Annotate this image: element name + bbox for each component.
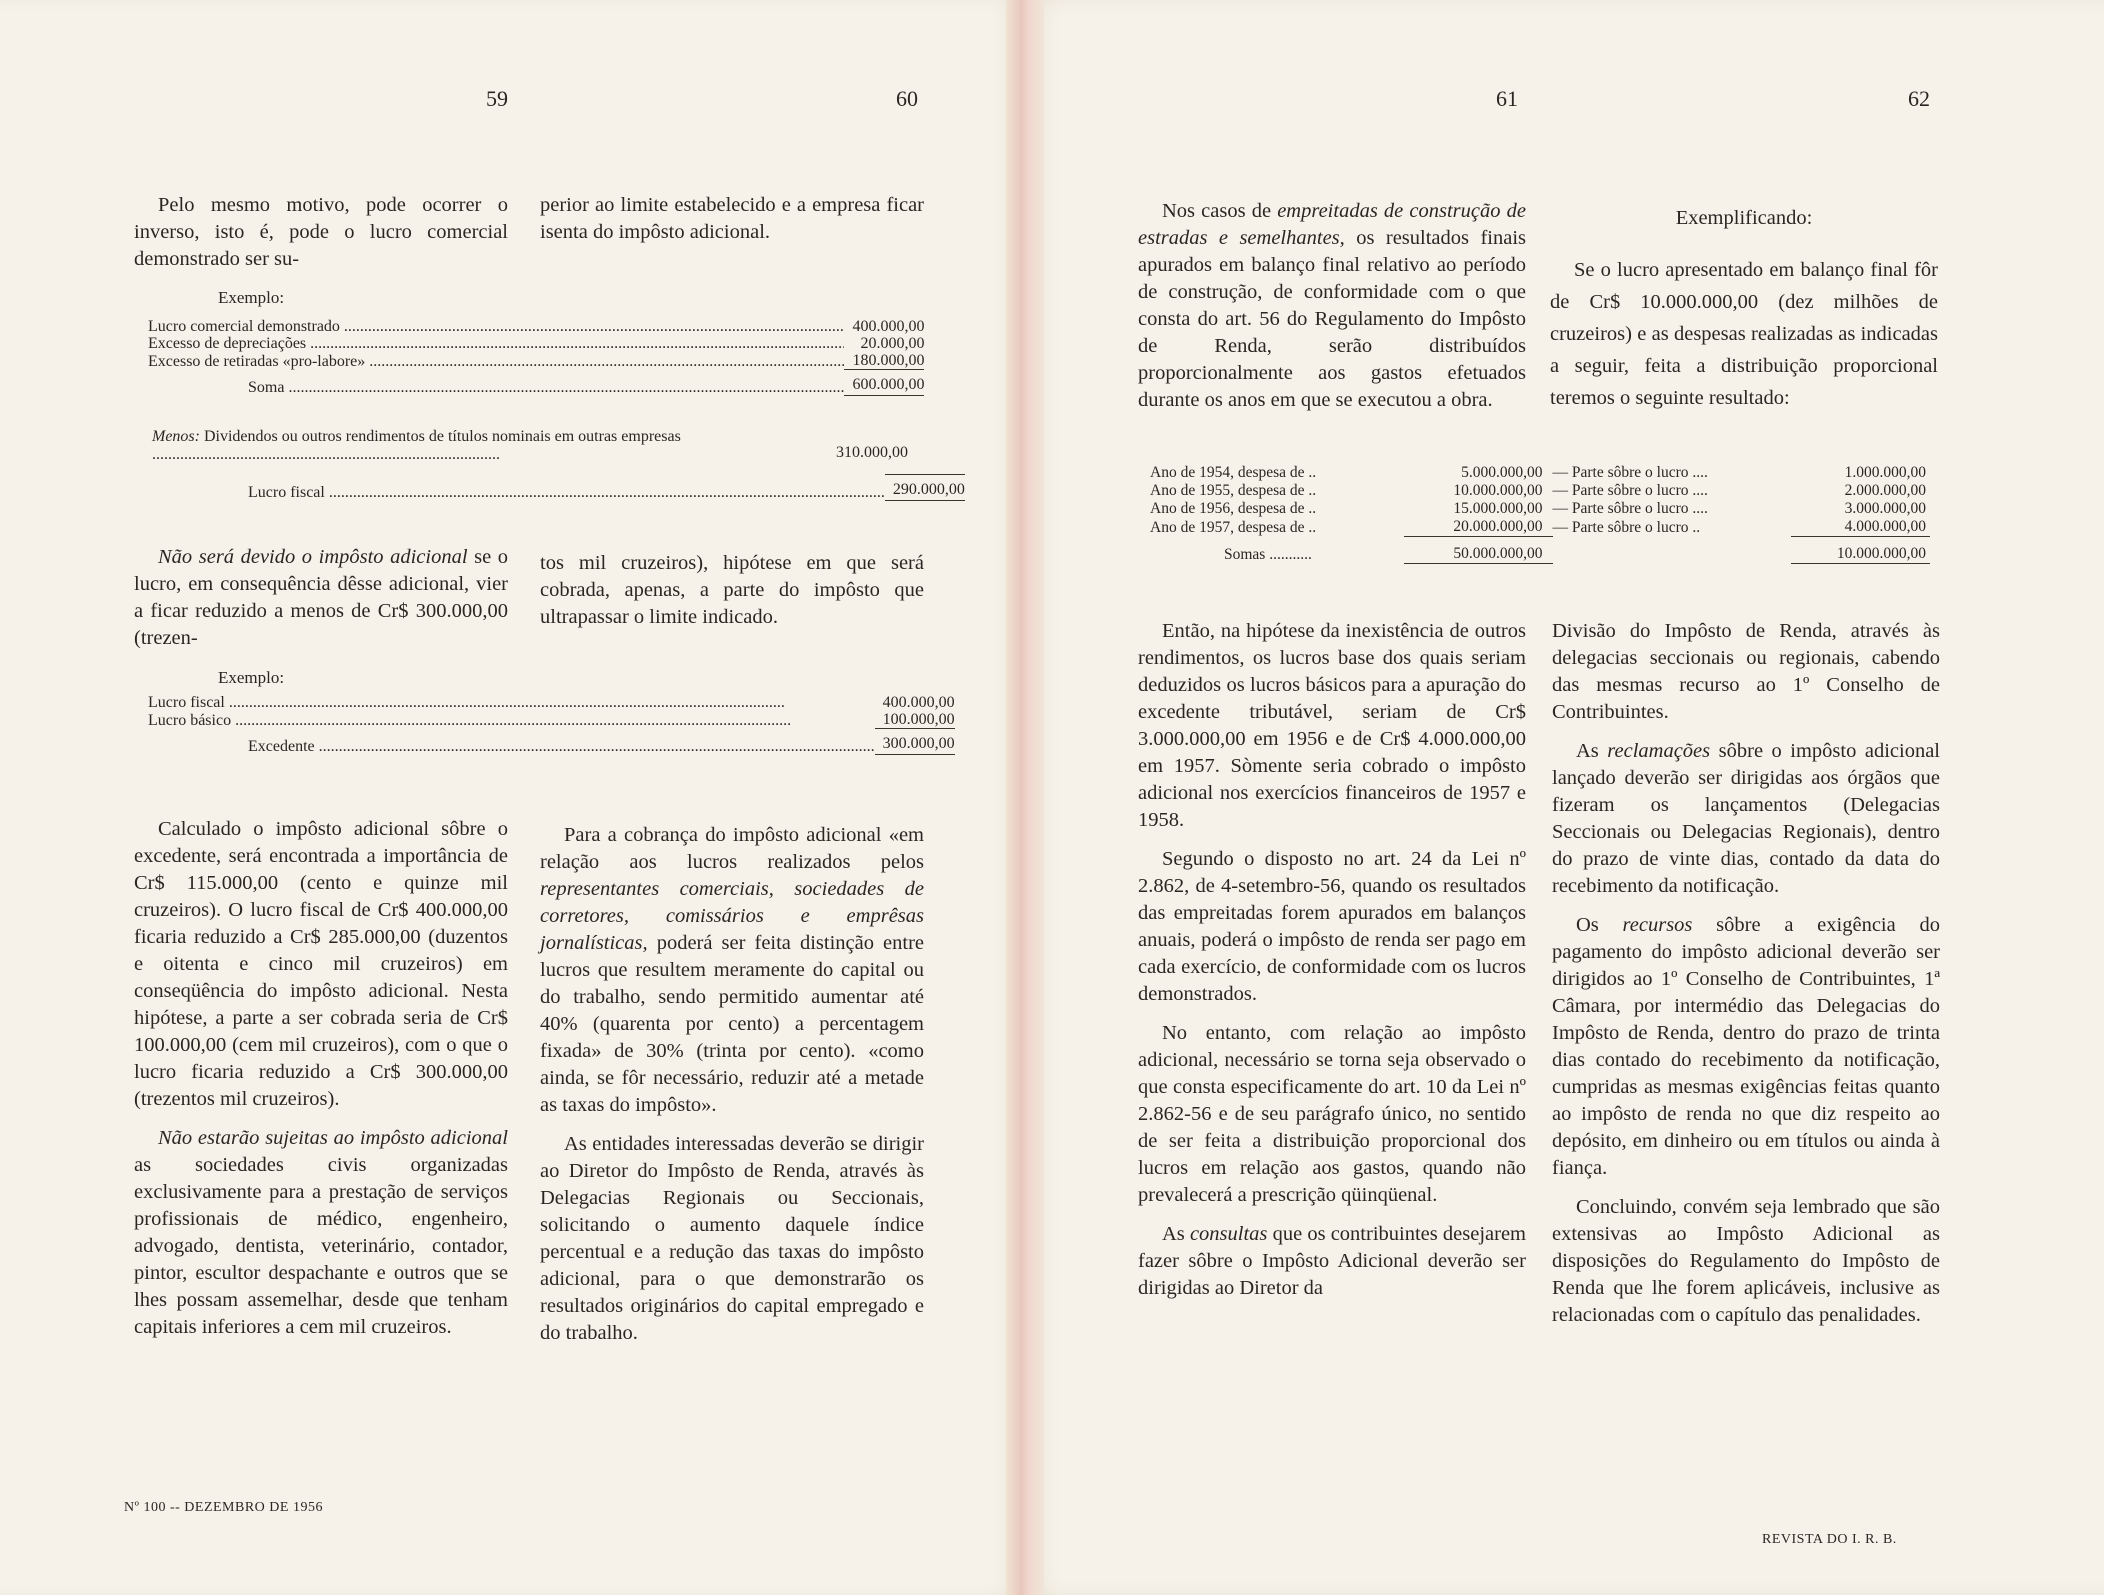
distribution-value: 1.000.000,00 <box>1844 464 1926 481</box>
example2-row-value: 100.000,00 <box>882 711 955 728</box>
distribution-part: — Parte sôbre o lucro .... <box>1552 482 1708 499</box>
left-col2-p1-a: Para a cobrança do impôsto adicional «em relação aos lucros realizados pelos <box>540 824 924 873</box>
right-intro-italic: empreitadas de construção de estradas e semelhantes, <box>1138 200 1526 249</box>
left-bottom-col2 <box>540 822 924 1347</box>
distribution-year: Ano de 1955, despesa de .. <box>1150 482 1317 499</box>
example2-row <box>148 711 955 729</box>
distribution-table <box>1150 464 1930 564</box>
distribution-sum-expense: 50.000.000,00 <box>1404 537 1552 564</box>
distribution-row <box>1150 500 1930 518</box>
example1-fiscal-value: 290.000,00 <box>885 475 965 501</box>
distribution-value: 2.000.000,00 <box>1844 482 1926 499</box>
example1-fiscal-table <box>148 474 965 501</box>
page-number-59: 59 <box>486 86 508 111</box>
example1-sum-row <box>148 370 924 396</box>
example1-minus-text: Dividendos ou outros rendimentos de títulos nominais em outras empresas ..... <box>152 428 681 463</box>
distribution-year: Ano de 1956, despesa de .. <box>1150 500 1317 517</box>
example1-row-label: Lucro comercial demonstrado ..... <box>148 318 844 335</box>
page-number-62: 62 <box>1908 86 1930 111</box>
example1-row-label: Excesso de retiradas «pro-labore» ..... <box>148 352 844 370</box>
example1-minus <box>152 428 770 464</box>
example2-row-label: Lucro básico ..... <box>148 711 875 729</box>
right-col1-p3: No entanto, com relação ao impôsto adicional, necessário se torna seja observado o que consta especificamente do art. 10 da Lei nº 2.862-56 e de seu parágrafo único, no sentido de ser feita a distribuição proporcional dos lucros em relação aos gastos, quando não prevalecerá a prescrição qüinqüenal. <box>1138 1022 1526 1206</box>
exemplificando-heading: Exemplificando: <box>1675 207 1813 229</box>
right-col1-p1: Então, na hipótese da inexistência de outros rendimentos, os lucros base dos quais seriam deduzidos os lucros básicos para a apuração do excedente tributável, seriam de Cr$ 3.000.000,00 em 1956 e de Cr$ 4.000.000,00 em 1957. Sòmente seria cobrado o impôsto adicional nos exercícios financeiros de 1957 e 1958. <box>1138 620 1526 831</box>
right-col2-p2-b: sôbre o impôsto adicional lançado deverão ser dirigidas aos órgãos que fizeram os lançamentos (Delegacias Seccionais ou Delegacias Regionais), dentro do prazo de vinte dias, contado da data do recebimento da notificação. <box>1552 740 1940 897</box>
example2-row-value: 400.000,00 <box>882 694 955 711</box>
example2-excess-value: 300.000,00 <box>875 729 955 755</box>
distribution-expense: 10.000.000,00 <box>1453 482 1543 499</box>
distribution-sum-label: Somas ........... <box>1224 545 1312 563</box>
example2-excess-row <box>148 729 955 755</box>
example1-fiscal-label: Lucro fiscal ..... <box>148 475 885 501</box>
right-bottom-col1 <box>1138 618 1526 1302</box>
left-p2-col1 <box>134 544 508 652</box>
distribution-year: Ano de 1957, despesa de .. <box>1150 518 1317 536</box>
example2-table <box>148 694 955 755</box>
left-col2-p1-b: poderá ser feita distinção entre lucros que resultem meramente do capital ou do trabalho, sendo permitido aumentar até 40% (quarenta por cento) a percentagem fixada» de 30% (trinta por cento). «como ainda, se fôr necessário, reduzir até a metade as taxas do impôsto». <box>540 932 924 1116</box>
example1-minus-value: 310.000,00 <box>836 444 908 461</box>
left-p2-col2 <box>540 550 924 631</box>
right-intro-a1: Nos casos de <box>1162 200 1278 222</box>
left-col1-p2-lead: Não estarão sujeitas ao impôsto adicional <box>158 1127 508 1149</box>
right-intro-col1 <box>1138 198 1526 414</box>
distribution-sum-value: 10.000.000,00 <box>1791 537 1930 564</box>
example1-row-label: Excesso de depreciações ..... <box>148 335 844 352</box>
distribution-sum-row <box>1150 537 1930 564</box>
left-p2-lead: Não será devido o impôsto adicional <box>158 546 468 568</box>
distribution-expense: 15.000.000,00 <box>1453 500 1543 517</box>
right-col1-p4-b: que os contribuintes desejarem fazer sôbre o Impôsto Adicional deverão ser dirigidas ao Diretor da <box>1138 1223 1526 1299</box>
example2-row-label: Lucro fiscal ..... <box>148 694 875 711</box>
page-number-61: 61 <box>1496 86 1518 111</box>
example1-label: Exemplo: <box>218 288 285 307</box>
example1-sum-value: 600.000,00 <box>844 370 924 396</box>
right-intro-a2: os resultados finais apurados em balanço final relativo ao período de construção, de conformidade com o que consta do art. 56 do Regulamento do Impôsto de Renda, serão distribuídos proporcionalmente aos gastos efetuados durante os anos em que se executou a obra. <box>1138 227 1526 411</box>
distribution-value: 3.000.000,00 <box>1844 500 1926 517</box>
distribution-value: 4.000.000,00 <box>1844 518 1926 535</box>
right-col2-p3-a: Os <box>1576 914 1623 936</box>
example1-row-value: 180.000,00 <box>852 352 925 369</box>
footer-journal: REVISTA DO I. R. B. <box>1762 1532 1897 1547</box>
right-col2-p4: Concluindo, convém seja lembrado que são extensivas ao Impôsto Adicional as disposições do Regulamento do Impôsto de Renda que lhe forem aplicáveis, inclusive as relacionadas com o capítulo das penalidades. <box>1552 1196 1940 1326</box>
example1-minus-lead: Menos: <box>152 428 200 445</box>
right-col2-p3-b: sôbre a exigência do pagamento do impôsto adicional deverão ser dirigidos ao 1º Conselho de Contribuintes, 1ª Câmara, por intermédio das Delegacias do Impôsto de Renda, dentro do prazo de trinta dias contado do recebimento da notificação, cumpridas as mesmas exigências feitas quanto ao impôsto de renda no que diz respeito ao depósito, em dinheiro ou em títulos ou ainda à fiança. <box>1552 914 1940 1179</box>
example1-row <box>148 335 924 352</box>
right-col2-p1: Divisão do Impôsto de Renda, através às delegacias seccionais ou regionais, cabendo das mesmas recurso ao 1º Conselho de Contribuintes. <box>1552 620 1940 723</box>
distribution-part: — Parte sôbre o lucro .... <box>1552 464 1708 481</box>
distribution-year: Ano de 1954, despesa de .. <box>1150 464 1317 481</box>
left-intro-col2 <box>540 192 924 246</box>
book-gutter <box>1006 0 1044 1595</box>
distribution-row <box>1150 518 1930 537</box>
right-col1-p2: Segundo o disposto no art. 24 da Lei nº 2.862, de 4-setembro-56, quando os resultados das empreitadas forem apurados em balanços anuais, poderá o impôsto de renda ser pago em cada exercício, de conformidade com os lucros demonstrados. <box>1138 848 1526 1005</box>
right-col2-p3-italic: recursos <box>1622 914 1693 936</box>
left-p2-b: tos mil cruzeiros), hipótese em que será cobrada, apenas, a parte do impôsto que ultrapassar o limite indicado. <box>540 552 924 628</box>
right-col2-p2-a: As <box>1576 740 1608 762</box>
right-col1-p4-a: As <box>1162 1223 1190 1245</box>
left-intro-a: Pelo mesmo motivo, pode ocorrer o inverso, isto é, pode o lucro comercial demonstrado ser su- <box>134 194 508 270</box>
distribution-expense: 5.000.000,00 <box>1461 464 1543 481</box>
footer-issue: Nº 100 -- DEZEMBRO DE 1956 <box>124 1500 323 1515</box>
right-bottom-col2 <box>1552 618 1940 1329</box>
left-col1-p1: Calculado o impôsto adicional sôbre o excedente, será encontrada a importância de Cr$ 115.000,00 (cento e quinze mil cruzeiros). O lucro fiscal de Cr$ 400.000,00 ficaria reduzido a Cr$ 285.000,00 (duzentos e oitenta e cinco mil cruzeiros) em conseqüência do impôsto adicional. Nesta hipótese, a parte a ser cobrada seria de Cr$ 100.000,00 (cem mil cruzeiros), com o que o lucro ficaria reduzido a Cr$ 300.000,00 (trezentos mil cruzeiros). <box>134 818 508 1110</box>
example1-fiscal-row <box>148 475 965 501</box>
example1-sum-label: Soma ..... <box>148 370 844 396</box>
example1-row <box>148 318 924 335</box>
left-p2-rest: se o lucro, em consequência dêsse adicional, vier a ficar reduzido a menos de Cr$ 300.000,00 (trezen- <box>134 546 508 649</box>
distribution-part: — Parte sôbre o lucro .. <box>1552 518 1701 536</box>
example1-row-value: 400.000,00 <box>852 318 925 335</box>
right-col2-p2-italic: reclamações <box>1607 740 1711 762</box>
example1-row <box>148 352 924 370</box>
left-intro-col1 <box>134 192 508 273</box>
distribution-row <box>1150 464 1930 482</box>
left-col2-p2: As entidades interessadas deverão se dirigir ao Diretor do Impôsto de Renda, através às Delegacias Regionais ou Seccionais, solicitando o aumento daquele índice percentual e a redução das taxas do impôsto adicional, para o que demonstrarão os resultados originários do capital empregado e do trabalho. <box>540 1133 924 1344</box>
page-number-60: 60 <box>896 86 918 111</box>
left-bottom-col1 <box>134 816 508 1341</box>
example1-table <box>148 318 924 396</box>
example2-label: Exemplo: <box>218 668 285 687</box>
left-col1-p2-rest: as sociedades civis organizadas exclusivamente para a prestação de serviços profissionais de médico, engenheiro, advogado, dentista, veterinário, contador, pintor, escultor despachante e outros que se lhes possam assemelhar, desde que tenham capitais inferiores a cem mil cruzeiros. <box>134 1154 508 1338</box>
right-col1-p4-italic: consultas <box>1189 1223 1268 1245</box>
distribution-expense: 20.000.000,00 <box>1453 518 1543 535</box>
left-intro-b: perior ao limite estabelecido e a empresa ficar isenta do impôsto adicional. <box>540 194 924 243</box>
example2-row <box>148 694 955 711</box>
right-intro-b: Se o lucro apresentado em balanço final fôr de Cr$ 10.000.000,00 (dez milhões de cruzeiros) e as despesas realizadas as indicadas a seguir, feita a distribuição proporcional teremos o seguinte resultado: <box>1550 259 1938 409</box>
distribution-part: — Parte sôbre o lucro .... <box>1552 500 1708 517</box>
example1-row-value: 20.000,00 <box>860 335 925 352</box>
distribution-row <box>1150 482 1930 500</box>
left-col2-p1-italic: representantes comerciais, sociedades de corretores, comissários e emprêsas jornalísticas, <box>540 878 924 954</box>
example2-excess-label: Excedente ..... <box>148 729 875 755</box>
right-intro-col2 <box>1550 202 1938 414</box>
